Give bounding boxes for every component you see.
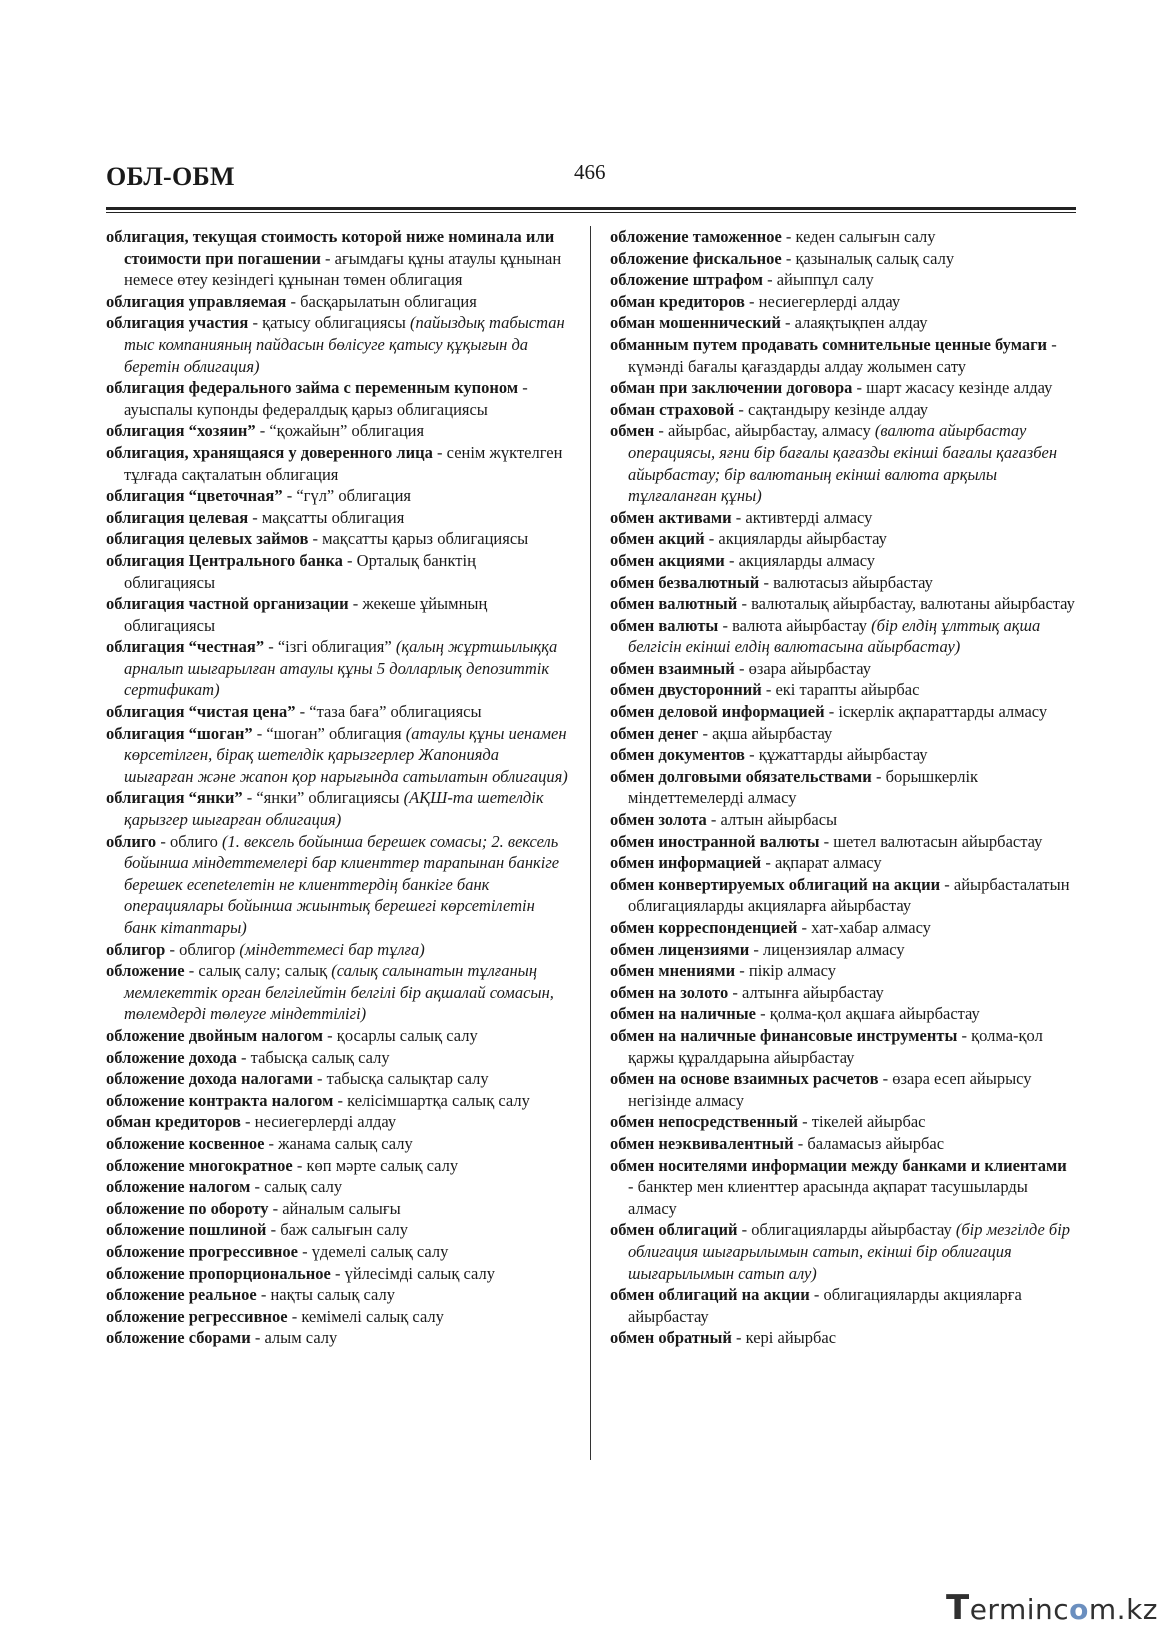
entry-translation: ағымдағы құны атаулы құнынан немесе өтеу кезіндегі құнынан төмен облигация: [124, 248, 562, 290]
entry-translation: айырбасталатын облигацияларды акцияларға айырбастау: [628, 874, 1070, 916]
dictionary-entry: облигация частной организации - жекеше ұйымның облигациясы: [106, 594, 488, 635]
entry-term: обложение штрафом: [610, 270, 763, 290]
entry-term: обмен носителями информации между банками и клиентами: [610, 1155, 1067, 1175]
dictionary-entry: обложение пошлиной - баж салығын салу: [106, 1220, 409, 1240]
entry-term: обмен информацией: [610, 853, 762, 873]
entry-term: облигация “янки”: [106, 788, 243, 808]
entry-term: обмен облигаций на акции: [610, 1285, 810, 1305]
entry-term: обложение дохода налогами: [106, 1069, 313, 1089]
dictionary-entry: обложение реальное - нақты салық салу: [106, 1285, 395, 1305]
entry-translation: екі тарапты айырбас: [775, 680, 920, 700]
dictionary-entry: обложение регрессивное - кемімелі салық салу: [106, 1306, 444, 1326]
entry-term: обмен двусторонний: [610, 680, 762, 700]
entry-term: обложение сборами: [106, 1328, 251, 1348]
entry-translation: баламасыз айырбас: [807, 1133, 945, 1153]
entry-translation: іскерлік ақпараттарды алмасу: [838, 702, 1048, 722]
entry-translation: келісімшартқа салық салу: [347, 1090, 530, 1110]
entry-translation: хат-хабар алмасу: [811, 918, 931, 937]
entry-translation: ақша айырбастау: [712, 723, 833, 743]
entry-note: (салық салынатын тұлғаның мемлекеттік орган белгілейтін белгілі бір ақшалай сомасын, төлемдерді төлеуге міндеттілігі): [124, 961, 554, 1024]
entry-translation: сақтандыру кезінде алдау: [748, 399, 929, 419]
entry-translation: акцияларды алмасу: [738, 550, 876, 570]
dictionary-entry: облигация управляемая - басқарылатын облигация: [106, 291, 477, 311]
dictionary-entry: обложение косвенное - жанама салық салу: [106, 1133, 413, 1153]
entry-translation: қазыналық салық салу: [795, 248, 955, 268]
entry-translation: “янки” облигациясы: [256, 788, 400, 808]
entry-translation: валюта айырбастау: [732, 615, 867, 635]
dictionary-entry: обмен деловой информацией - іскерлік ақпараттарды алмасу: [610, 702, 1048, 722]
dictionary-entry: облигация, хранящаяся у доверенного лица - сенім жүктелген тұлғада сақталатын облигация: [106, 442, 563, 484]
dictionary-entry: обмен информацией - ақпарат алмасу: [610, 853, 882, 873]
dictionary-entry: обложение фискальное - қазыналық салық салу: [610, 248, 955, 268]
dictionary-entry: обман кредиторов - несиегерлерді алдау: [106, 1112, 397, 1132]
entry-term: обмен акциями: [610, 550, 725, 570]
entry-term: облигация, хранящаяся у доверенного лица: [106, 442, 433, 462]
entry-term: обложение дохода: [106, 1047, 237, 1067]
entry-translation: шарт жасасу кезінде алдау: [866, 378, 1053, 398]
dictionary-entry: обмен лицензиями - лицензиялар алмасу: [610, 939, 905, 959]
entry-term: обмен конвертируемых облигаций на акции: [610, 874, 941, 894]
entry-term: обмен облигаций: [610, 1220, 738, 1240]
dictionary-entry: обмен корреспонденцией - хат-хабар алмасу: [610, 918, 931, 937]
dictionary-entry: обложение - салық салу; салық (салық салынатын тұлғаның мемлекеттік орган белгілейтін белгілі бір ақшалай сомасын, төлемдерді төлеуге міндеттілігі): [106, 961, 554, 1024]
header-rule-thick: [106, 207, 1076, 210]
entry-term: обложение двойным налогом: [106, 1025, 324, 1045]
entry-term: обмен денег: [610, 723, 699, 743]
entry-term: обмен активами: [610, 507, 732, 527]
entry-term: обмен золота: [610, 810, 707, 830]
entry-translation: мақсатты облигация: [261, 507, 405, 527]
column-divider: [590, 226, 591, 1460]
dictionary-entry: обложение по обороту - айналым салығы: [106, 1198, 401, 1218]
entry-translation: алаяқтықпен алдау: [794, 313, 928, 333]
page-header: [106, 158, 1076, 198]
dictionary-entry: облигация “хозяин” - “қожайын” облигация: [106, 421, 425, 441]
entry-translation: жекеше ұйымның облигациясы: [124, 594, 488, 635]
entry-translation: табысқа салық салу: [250, 1047, 390, 1067]
dictionary-entry: обмен взаимный - өзара айырбастау: [610, 658, 872, 678]
entry-translation: облигор: [179, 939, 236, 959]
dictionary-entry: обложение таможенное - кеден салығын салу: [610, 227, 936, 246]
entry-term: обложение регрессивное: [106, 1306, 288, 1326]
entry-translation: үйлесімді салық салу: [344, 1263, 495, 1283]
entry-translation: Орталық банктің облигациясы: [124, 550, 476, 592]
dictionary-entry: обложение пропорциональное - үйлесімді салық салу: [106, 1263, 495, 1283]
dictionary-entry: облигация федерального займа с переменным купоном - ауыспалы купонды федералдық қарыз облигациясы: [106, 378, 528, 419]
dictionary-entry: обман при заключении договора - шарт жасасу кезінде алдау: [610, 378, 1053, 398]
dictionary-entry: обмен иностранной валюты - шетел валютасын айырбастау: [610, 831, 1043, 851]
dictionary-entry: обман мошеннический - алаяқтықпен алдау: [610, 313, 928, 333]
entry-term: обмен на наличные: [610, 1004, 756, 1024]
entry-note: (валюта айырбастау операциясы, яғни бір бағалы қағазды екінші бағалы қағазбен айырбастау; бір валютаның екінші валюта арқылы тұлғаланған құны): [628, 421, 1058, 506]
entry-term: обман страховой: [610, 399, 735, 419]
entry-term: обманным путем продавать сомнительные ценные бумаги: [610, 334, 1048, 354]
entry-translation: кемімелі салық салу: [301, 1306, 444, 1326]
entry-translation: өзара айырбастау: [748, 658, 872, 678]
dictionary-entry: обмен неэквивалентный - баламасыз айырбас: [610, 1133, 945, 1153]
entry-translation: жанама салық салу: [278, 1133, 413, 1153]
entry-translation: қолма-қол қаржы құралдарына айырбастау: [628, 1025, 1043, 1067]
entry-term: обложение: [106, 961, 185, 981]
dictionary-entry: облигация “честная” - “ізгі облигация” (қалың жұртшылыққа арналып шығарылған атаулы құны 5 долларлық депозиттік сертификат): [106, 637, 558, 700]
dictionary-entry: обложение дохода налогами - табысқа салықтар салу: [106, 1069, 489, 1089]
entry-term: облигация “шоган”: [106, 723, 253, 743]
entry-term: обложение налогом: [106, 1177, 251, 1197]
dictionary-entry: обложение налогом - салық салу: [106, 1177, 343, 1197]
entry-translation: айналым салығы: [282, 1198, 401, 1218]
entry-term: облигация, текущая стоимость которой ниже номинала или стоимости при погашении: [106, 227, 555, 268]
entry-term: обман кредиторов: [106, 1112, 241, 1132]
dictionary-entry: обложение контракта налогом - келісімшартқа салық салу: [106, 1090, 530, 1110]
entry-translation: үдемелі салық салу: [311, 1241, 449, 1261]
entry-term: обмен на наличные финансовые инструменты: [610, 1025, 958, 1045]
dictionary-entry: обложение штрафом - айыппұл салу: [610, 270, 874, 290]
dictionary-entry: обмен на наличные финансовые инструменты - қолма-қол қаржы құралдарына айырбастау: [610, 1025, 1043, 1067]
entry-translation: лицензиялар алмасу: [763, 939, 905, 959]
entry-term: обмен лицензиями: [610, 939, 750, 959]
entry-translation: облигацияларды акцияларға айырбастау: [628, 1285, 1022, 1326]
entry-note: (қалың жұртшылыққа арналып шығарылған атаулы құны 5 долларлық депозиттік сертификат): [124, 637, 558, 700]
dictionary-entry: обмен акциями - акцияларды алмасу: [610, 550, 876, 570]
entry-term: обмен взаимный: [610, 658, 735, 678]
entry-term: обмен корреспонденцией: [610, 918, 798, 937]
logo-accent-letter: o: [1069, 1593, 1089, 1626]
dictionary-entry: обложение дохода - табысқа салық салу: [106, 1047, 390, 1067]
entry-translation: валютасыз айырбастау: [773, 572, 933, 592]
entry-term: обман кредиторов: [610, 291, 745, 311]
entry-translation: нақты салық салу: [270, 1285, 395, 1305]
entry-translation: табысқа салықтар салу: [326, 1069, 489, 1089]
entry-translation: қолма-қол ақшаға айырбастау: [769, 1004, 980, 1024]
entry-note: (бір елдің ұлттық ақша белгісін екінші елдің валютасына айырбастау): [628, 615, 1041, 657]
entry-term: облигация федерального займа с переменным купоном: [106, 378, 519, 398]
dictionary-entry: обмен акций - акцияларды айырбастау: [610, 529, 887, 549]
entry-term: обмен безвалютный: [610, 572, 760, 592]
entry-translation: құжаттарды айырбастау: [758, 745, 928, 765]
entry-term: обмен деловой информацией: [610, 702, 825, 722]
dictionary-entry: обмен на основе взаимных расчетов - өзара есеп айырысу негізінде алмасу: [610, 1069, 1032, 1110]
entry-term: обложение пошлиной: [106, 1220, 267, 1240]
dictionary-entry: обмен носителями информации между банками и клиентами - банктер мен клиенттер арасында ақпарат тасушыларды алмасу: [610, 1155, 1067, 1218]
left-column: [106, 226, 571, 1349]
entry-translation: активтерді алмасу: [745, 507, 873, 527]
entry-term: обмен валютный: [610, 594, 738, 614]
entry-translation: ақпарат алмасу: [774, 853, 882, 873]
dictionary-entry: обмен активами - активтерді алмасу: [610, 507, 873, 527]
entry-translation: алтынға айырбастау: [742, 982, 884, 1002]
entry-translation: көп мәрте салық салу: [306, 1155, 459, 1175]
dictionary-entry: обложение сборами - алым салу: [106, 1328, 338, 1348]
entry-term: обмен валюты: [610, 615, 719, 635]
entry-term: обложение многократное: [106, 1155, 293, 1175]
entry-translation: салық салу; салық: [198, 961, 328, 981]
entry-term: облигор: [106, 939, 166, 959]
dictionary-entry: обмен долговыми обязательствами - борышкерлік міндеттемелерді алмасу: [610, 766, 979, 808]
entry-term: обложение реальное: [106, 1285, 257, 1305]
entry-term: обмен неэквивалентный: [610, 1133, 794, 1153]
entry-translation: “таза баға” облигациясы: [309, 702, 482, 722]
entry-term: обложение прогрессивное: [106, 1241, 298, 1261]
entry-term: обман мошеннический: [610, 313, 781, 333]
entry-note: (1. вексель бойынша берешек сомасы; 2. вексель бойынша міндеттемелері бар клиенттер тарапынан банкіге берешек есепetелетін не клиенттердің банкіге банк операциялары бойынша жиынтық берешегі көрсетілетін банк кітаптары): [124, 831, 560, 937]
entry-term: облигация целевая: [106, 507, 249, 527]
entry-translation: айыппұл салу: [776, 270, 874, 290]
entry-note: (міндеттемесі бар тұлға): [239, 939, 425, 959]
entry-term: обмен акций: [610, 529, 705, 549]
entry-translation: “ізгі облигация”: [277, 637, 392, 657]
dictionary-entry: облигация “шоган” - “шоган” облигация (атаулы құны иенамен көрсетілген, бірақ шетелдік қарызгерлер Жапонияда шығарған және жапон қор нарығында сатылатын облигация): [106, 723, 568, 786]
entry-translation: облигацияларды айырбастау: [751, 1220, 952, 1240]
entry-translation: “шоган” облигация: [266, 723, 402, 743]
entry-translation: қосарлы салық салу: [336, 1025, 478, 1045]
dictionary-entry: обложение многократное - көп мәрте салық салу: [106, 1155, 459, 1175]
entry-term: облигация Центрального банка: [106, 550, 343, 570]
entry-term: обмен мнениями: [610, 961, 736, 981]
entry-translation: кеден салығын салу: [795, 227, 936, 246]
entry-term: обмен непосредственный: [610, 1112, 798, 1132]
entry-translation: борышкерлік міндеттемелерді алмасу: [628, 766, 979, 808]
entry-translation: мақсатты қарыз облигациясы: [322, 529, 529, 549]
entry-translation: алым салу: [264, 1328, 338, 1348]
entry-note: (АҚШ-та шетелдік қарызгер шығарған облигация): [124, 788, 544, 830]
entry-translation: валюталық айырбастау, валютаны айырбастау: [751, 594, 1075, 614]
entry-term: обмен на золото: [610, 982, 729, 1002]
dictionary-entry: обмен двусторонний - екі тарапты айырбас: [610, 680, 920, 700]
entry-translation: акцияларды айырбастау: [718, 529, 887, 549]
entry-term: облигация “честная”: [106, 637, 265, 657]
entry-translation: баж салығын салу: [280, 1220, 409, 1240]
logo-text-part1: erminc: [969, 1593, 1070, 1626]
dictionary-entry: обмен безвалютный - валютасыз айырбастау: [610, 572, 933, 592]
entry-note: (атаулы құны иенамен көрсетілген, бірақ шетелдік қарызгерлер Жапонияда шығарған және жапон қор нарығында сатылатын облигация): [124, 723, 568, 786]
dictionary-entry: обмен денег - ақша айырбастау: [610, 723, 833, 743]
entry-translation: тікелей айырбас: [811, 1112, 926, 1132]
entry-translation: алтын айырбасы: [720, 810, 838, 830]
dictionary-entry: облигор - облигор (міндеттемесі бар тұлға): [106, 939, 425, 959]
entry-translation: пікір алмасу: [748, 961, 836, 981]
dictionary-entry: обложение прогрессивное - үдемелі салық салу: [106, 1241, 449, 1261]
dictionary-entry: обман страховой - сақтандыру кезінде алдау: [610, 399, 929, 419]
entry-term: облигация “цветочная”: [106, 486, 283, 506]
dictionary-entry: обманным путем продавать сомнительные ценные бумаги - күмәнді бағалы қағаздарды алдау жолымен сату: [610, 334, 1057, 376]
entry-translation: несиегерлерді алдау: [254, 1112, 397, 1132]
dictionary-entry: обмен документов - құжаттарды айырбастау: [610, 745, 928, 765]
entry-translation: банктер мен клиенттер арасында ақпарат тасушыларды алмасу: [628, 1177, 1028, 1218]
header-rule-thin: [106, 212, 1076, 213]
entry-term: обман при заключении договора: [610, 378, 853, 398]
dictionary-entry: обмен валюты - валюта айырбастау (бір елдің ұлттық ақша белгісін екінші елдің валютасына айырбастау): [610, 615, 1041, 657]
dictionary-entry: облигация целевых займов - мақсатты қарыз облигациясы: [106, 529, 529, 549]
dictionary-entry: обмен на наличные - қолма-қол ақшаға айырбастау: [610, 1004, 980, 1024]
logo-lead-letter: T: [946, 1588, 970, 1628]
entry-term: облигация “чистая цена”: [106, 702, 296, 722]
dictionary-entry: обмен непосредственный - тікелей айырбас: [610, 1112, 926, 1132]
entry-term: облигация “хозяин”: [106, 421, 256, 441]
dictionary-entry: обмен - айырбас, айырбастау, алмасу (валюта айырбастау операциясы, яғни бір бағалы қағазды екінші бағалы қағазбен айырбастау; бір валютаның екінші валюта арқылы тұлғаланған құны): [610, 421, 1058, 506]
entry-translation: өзара есеп айырысу негізінде алмасу: [628, 1069, 1032, 1110]
entry-note: (бір мезгілде бір облигация шығарылымын сатып, екінші бір облигация шығарылымын сатып алу): [628, 1220, 1071, 1283]
dictionary-entry: облигация Центрального банка - Орталық банктің облигациясы: [106, 550, 476, 592]
entry-term: обмен обратный: [610, 1328, 732, 1348]
entry-translation: қатысу облигациясы: [262, 313, 406, 333]
entry-term: обложение фискальное: [610, 248, 782, 268]
dictionary-entry: обман кредиторов - несиегерлерді алдау: [610, 291, 901, 311]
entry-translation: басқарылатын облигация: [300, 291, 477, 311]
dictionary-entry: обмен облигаций на акции - облигацияларды акцияларға айырбастау: [610, 1285, 1022, 1326]
entry-term: обложение косвенное: [106, 1133, 265, 1153]
entry-translation: сенім жүктелген тұлғада сақталатын облигация: [124, 442, 563, 484]
entry-translation: ауыспалы купонды федералдық қарыз облигациясы: [124, 399, 488, 419]
dictionary-entry: обмен валютный - валюталық айырбастау, валютаны айырбастау: [610, 594, 1075, 614]
entry-note: (пайыздық табыстан тыс компанияның пайдасын бөлісуге қатысу құқығын да беретін облигация): [124, 313, 565, 376]
entry-term: обмен иностранной валюты: [610, 831, 820, 851]
dictionary-entry: облиго - облиго (1. вексель бойынша берешек сомасы; 2. вексель бойынша міндеттемелері бар клиенттер тарапынан банкіге берешек есепetелетін не клиенттердің банкіге банк операциялары бойынша жиынтық берешегі көрсетілетін банк кітаптары): [106, 831, 560, 937]
entry-translation: “қожайын” облигация: [269, 421, 425, 441]
termincom-logo: [946, 1588, 1158, 1628]
dictionary-entry: облигация целевая - мақсатты облигация: [106, 507, 405, 527]
dictionary-entry: облигация участия - қатысу облигациясы (пайыздық табыстан тыс компанияның пайдасын бөлісуге қатысу құқығын да беретін облигация): [106, 313, 565, 376]
entry-translation: күмәнді бағалы қағаздарды алдау жолымен сату: [628, 356, 967, 376]
dictionary-entry: облигация “цветочная” - “гүл” облигация: [106, 486, 412, 506]
entry-term: облигация участия: [106, 313, 249, 333]
dictionary-entry: облигация, текущая стоимость которой ниже номинала или стоимости при погашении - ағымдағы құны атаулы құнынан немесе өтеу кезіндегі құнынан төмен облигация: [106, 227, 562, 290]
entry-term: обмен: [610, 421, 655, 441]
entry-term: обложение пропорциональное: [106, 1263, 331, 1283]
dictionary-entry: обложение двойным налогом - қосарлы салық салу: [106, 1025, 478, 1045]
dictionary-entry: облигация “чистая цена” - “таза баға” облигациясы: [106, 702, 482, 722]
entry-term: обмен долговыми обязательствами: [610, 766, 872, 786]
entry-term: обложение по обороту: [106, 1198, 269, 1218]
entry-term: облигация частной организации: [106, 594, 349, 614]
entry-term: обложение таможенное: [610, 227, 782, 246]
entry-translation: кері айырбас: [745, 1328, 837, 1348]
entry-translation: “гүл” облигация: [296, 486, 412, 506]
entry-term: обложение контракта налогом: [106, 1090, 334, 1110]
entry-term: обмен на основе взаимных расчетов: [610, 1069, 879, 1089]
entry-term: обмен документов: [610, 745, 745, 765]
section-range-title: ОБЛ-ОБМ: [106, 162, 235, 191]
dictionary-entry: обмен золота - алтын айырбасы: [610, 810, 838, 830]
entry-term: облигация управляемая: [106, 291, 287, 311]
entry-translation: облиго: [169, 831, 218, 851]
page-number: 466: [574, 160, 606, 184]
entry-term: облиго: [106, 831, 157, 851]
dictionary-entry: обмен конвертируемых облигаций на акции - айырбасталатын облигацияларды акцияларға айырбастау: [610, 874, 1070, 916]
dictionary-entry: обмен на золото - алтынға айырбастау: [610, 982, 884, 1002]
right-column: [610, 226, 1075, 1349]
dictionary-entry: облигация “янки” - “янки” облигациясы (АҚШ-та шетелдік қарызгер шығарған облигация): [106, 788, 544, 830]
entry-translation: айырбас, айырбастау, алмасу: [668, 421, 871, 441]
entry-term: облигация целевых займов: [106, 529, 309, 549]
entry-translation: несиегерлерді алдау: [758, 291, 901, 311]
logo-text-part2: m.kz: [1088, 1593, 1158, 1626]
entry-translation: салық салу: [264, 1177, 343, 1197]
dictionary-entry: обмен обратный - кері айырбас: [610, 1328, 837, 1348]
dictionary-entry: обмен облигаций - облигацияларды айырбастау (бір мезгілде бір облигация шығарылымын сатып, екінші бір облигация шығарылымын сатып алу): [610, 1220, 1071, 1283]
entry-translation: шетел валютасын айырбастау: [833, 831, 1043, 851]
dictionary-entry: обмен мнениями - пікір алмасу: [610, 961, 836, 981]
